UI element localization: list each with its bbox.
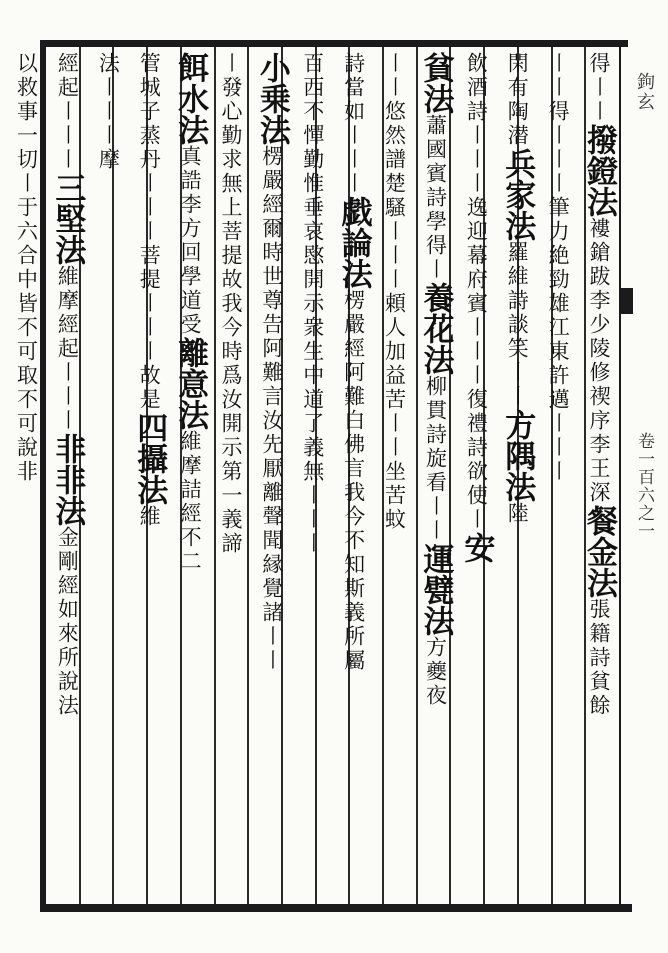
entry-text: 張籍詩貧餘 xyxy=(587,598,611,718)
text-column xyxy=(128,52,169,900)
entry-text: 菩提〡〡〡故是 xyxy=(137,244,162,412)
entry-text: 陸 xyxy=(505,502,530,526)
entry-text: 羅維詩談笑〡〡 xyxy=(505,241,530,409)
entry-text: 法〡〡〡 xyxy=(96,52,121,148)
entry-heading: 三堅法 xyxy=(49,172,86,265)
text-column xyxy=(292,52,333,900)
entry-text: 閑有陶潜 xyxy=(505,52,530,148)
entry-text: 詩當如〡〡〡 xyxy=(341,52,366,196)
text-column xyxy=(6,52,47,900)
entry-text: 皆不可取不可說非 xyxy=(14,292,39,484)
entry-heading: 方隅法 xyxy=(499,409,536,502)
text-body xyxy=(14,52,619,900)
text-column xyxy=(333,52,374,900)
entry-text: 飲酒詩〡〡〡逸迎幕府賓〡〡〡復禮詩欲使〡 xyxy=(464,52,489,532)
text-column xyxy=(251,52,292,900)
entry-text: 蕭國賓詩學得〡 xyxy=(423,114,448,282)
text-column xyxy=(210,52,251,900)
entry-text: 維 xyxy=(137,505,162,529)
entry-heading: 養花法 xyxy=(417,282,454,375)
text-column xyxy=(47,52,88,900)
margin-side-text: 卷一百六之一 xyxy=(634,432,654,540)
entry-heading: 貧法 xyxy=(417,52,454,114)
text-column xyxy=(374,52,415,900)
entry-text: 維摩詰經不二 xyxy=(178,430,203,574)
entry-heading: 離意法 xyxy=(172,337,209,430)
entry-heading: 兵家法 xyxy=(499,148,536,241)
entry-text: 維摩經起〡〡〡 xyxy=(55,265,80,433)
entry-heading: 非非法 xyxy=(49,433,86,526)
entry-text: 〡〡得〡〡〡筆力絶勁雄江東 xyxy=(546,52,571,364)
entry-heading: 運甓法 xyxy=(417,543,454,636)
margin-top-text: 鉤玄 xyxy=(634,72,655,112)
entry-heading: 餌水法 xyxy=(172,52,209,145)
entry-text: 真誥李方回學道受 xyxy=(178,145,203,337)
page-margin xyxy=(624,52,664,900)
entry-text: 褸鎗跋李少陵修禊序李王深 xyxy=(587,217,611,505)
entry-text: 方夔夜 xyxy=(423,636,448,708)
entry-text: 管城子蒸丹〡〡〡 xyxy=(137,52,162,244)
text-column xyxy=(169,52,210,900)
text-column xyxy=(496,52,537,900)
entry-text: 〡〡悠然譜楚騷〡〡〡頼人加益苦〡〡 xyxy=(382,52,407,460)
entry-text: 以救事一切 xyxy=(14,52,39,172)
entry-text: 經起〡〡〡 xyxy=(55,52,80,172)
frame-top-border xyxy=(40,40,628,47)
text-column xyxy=(415,52,456,900)
text-column xyxy=(87,52,128,900)
frame-bottom-border xyxy=(40,904,632,912)
entry-heading: 戯論法 xyxy=(335,196,372,289)
entry-text: 〡發心勤求無上菩提故我今時爲汝開示第一義諦 xyxy=(218,52,243,556)
entry-text: 〡于六合中 xyxy=(14,172,39,292)
entry-text: 楞嚴經阿難白佛言我今不知斯義所屬 xyxy=(341,289,366,673)
entry-text: 得〡〡 xyxy=(587,52,611,124)
entry-text: 楞嚴經爾時世尊告阿難言汝先厭離聲聞縁覺諸〡〡 xyxy=(259,145,284,673)
entry-heading: 四攝法 xyxy=(131,412,168,505)
entry-heading: 安 xyxy=(458,532,495,563)
entry-heading: 撥鐙法 xyxy=(581,124,617,217)
entry-heading: 餐金法 xyxy=(581,505,617,598)
entry-text: 許邁〡〡〡 xyxy=(546,364,571,484)
text-column xyxy=(578,52,619,900)
text-column xyxy=(455,52,496,900)
text-column xyxy=(0,52,6,900)
entry-text: 柳貫詩旋看〡〡 xyxy=(423,375,448,543)
entry-text: 坐苦蚊 xyxy=(382,460,407,532)
entry-text: 金剛經如來所說法 xyxy=(55,526,80,718)
entry-text: 惟垂哀愍開示衆生中道了義無〡〡〡 xyxy=(300,172,325,556)
entry-text: 摩 xyxy=(96,148,121,172)
entry-text: 百西不憚勤 xyxy=(300,52,325,172)
text-column xyxy=(537,52,578,900)
frame-right-border xyxy=(619,40,621,912)
entry-heading: 小乗法 xyxy=(253,52,290,145)
